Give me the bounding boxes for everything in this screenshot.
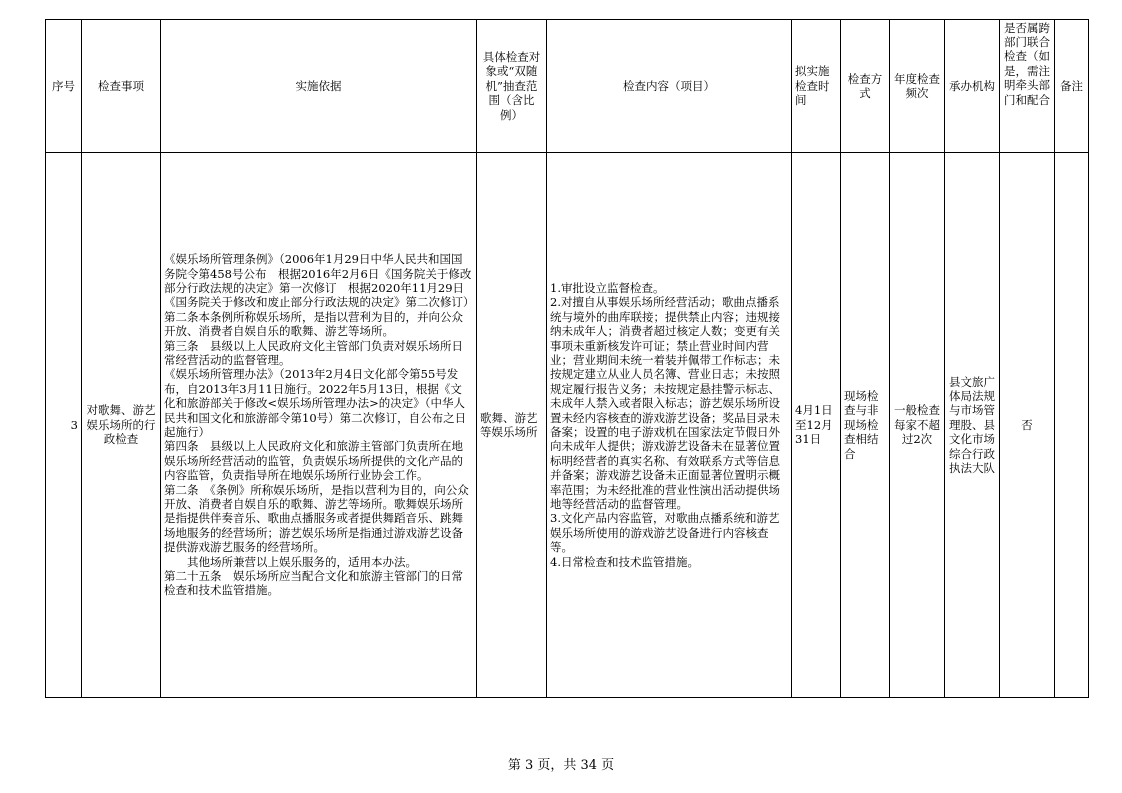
header-target: 具体检查对象或“双随机”抽查范围（含比例） xyxy=(477,20,547,153)
basis-line: 第二条本条例所称娱乐场所，是指以营利为目的，并向公众开放、消费者自娱自乐的歌舞、游艺等场所。 xyxy=(164,309,463,339)
header-frequency: 年度检查频次 xyxy=(890,20,945,153)
basis-line: 《娱乐场所管理办法》（2013年2月4日文化部令第55号发布，自2013年3月11日施行。2022年5月13日，根据《文化和旅游部关于修改<娱乐场所管理办法>的决定》（中华人民共和国文化和旅游部令第10号）第二次修订，自公布之日起施行） xyxy=(164,367,467,439)
header-agency: 承办机构 xyxy=(945,20,1000,153)
header-time: 拟实施检查时间 xyxy=(792,20,841,153)
header-joint-cell xyxy=(1000,20,1055,153)
content-line: 4.日常检查和技术监管措施。 xyxy=(550,554,699,569)
row-basis xyxy=(161,153,477,698)
row-frequency: 一般检查每家不超过2次 xyxy=(890,153,945,698)
page-footer: 第 3 页，共 34 页 xyxy=(507,758,615,773)
basis-line: 第三条 县级以上人民政府文化主管部门负责对娱乐场所日常经营活动的监督管理。 xyxy=(164,338,463,367)
header-basis: 实施依据 xyxy=(161,20,477,153)
header-item: 检查事项 xyxy=(82,20,161,153)
row-target: 歌舞、游艺等娱乐场所 xyxy=(477,153,547,698)
content-line: 1.审批设立监督检查。 xyxy=(550,280,665,295)
header-no: 序号 xyxy=(46,20,82,153)
header-row xyxy=(46,20,1089,153)
basis-line: 第二条 《条例》所称娱乐场所，是指以营利为目的，向公众开放、消费者自娱自乐的歌舞、游艺等场所。歌舞娱乐场所是指提供伴奏音乐、歌曲点播服务或者提供舞蹈音乐、跳舞场地服务的经营场所；游艺娱乐场所是指通过游戏游艺设备提供游戏游艺服务的经营场所。 xyxy=(164,482,469,555)
table-row xyxy=(46,153,1089,698)
inspection-table xyxy=(45,19,1089,698)
basis-line: 《娱乐场所管理条例》（2006年1月29日中华人民共和国国务院令第458号公布 根据2016年2月6日《国务院关于修改部分行政法规的决定》第一次修订 根据2020年11月29日《国务院关于修改和废止部分行政法规的决定》第二次修订） xyxy=(164,252,475,310)
row-remark xyxy=(1055,153,1089,698)
row-content xyxy=(547,153,792,698)
content-line: 2.对擅自从事娱乐场所经营活动；歌曲点播系统与境外的曲库联接；提供禁止内容；违规接纳未成年人；消费者超过核定人数；变更有关事项未重新核发许可证；禁止营业时间内营业；营业期间未统一着装并佩带工作标志；未按规定建立从业人员名簿、营业日志；未按照规定履行报告义务；未按规定悬挂警示标志、未成年人禁入或者限入标志；游艺娱乐场所设置未经内容核查的游戏游艺设备；奖品目录未备案；设置的电子游戏机在国家法定节假日外向未成年人提供；游戏游艺设备未在显著位置标明经营者的真实名称、有效联系方式等信息并备案；游戏游艺设备未正面显著位置明示概率范围；为未经批准的营业性演出活动提供场地等经营活动的监督管理。 xyxy=(550,295,780,512)
header-joint-clip xyxy=(1003,21,1051,152)
row-time: 4月1日至12月31日 xyxy=(792,153,841,698)
row-method: 现场检查与非现场检查相结合 xyxy=(841,153,890,698)
header-content: 检查内容（项目） xyxy=(547,20,792,153)
row-agency: 县文旅广体局法规与市场管理股、县文化市场综合行政执法大队 xyxy=(945,153,1000,698)
header-remark: 备注 xyxy=(1055,20,1089,153)
row-joint: 否 xyxy=(1000,153,1055,698)
row-no: 3 xyxy=(46,153,82,698)
basis-line: 第四条 县级以上人民政府文化和旅游主管部门负责所在地娱乐场所经营活动的监管，负责娱乐场所提供的文化产品的内容监管，负责指导所在地娱乐场所行业协会工作。 xyxy=(164,439,463,483)
basis-line: 其他场所兼营以上娱乐服务的，适用本办法。 xyxy=(164,554,417,569)
basis-line: 第二十五条 娱乐场所应当配合文化和旅游主管部门的日常检查和技术监管措施。 xyxy=(164,569,463,598)
row-item: 对歌舞、游艺娱乐场所的行政检查 xyxy=(82,153,161,698)
content-line: 3.文化产品内容监管，对歌曲点播系统和游艺娱乐场所使用的游戏游艺设备进行内容核查等。 xyxy=(550,511,780,555)
header-method: 检查方式 xyxy=(841,20,890,153)
header-joint: 是否属跨部门联合检查（如是，需注明牵头部门和配合 xyxy=(1004,20,1050,107)
